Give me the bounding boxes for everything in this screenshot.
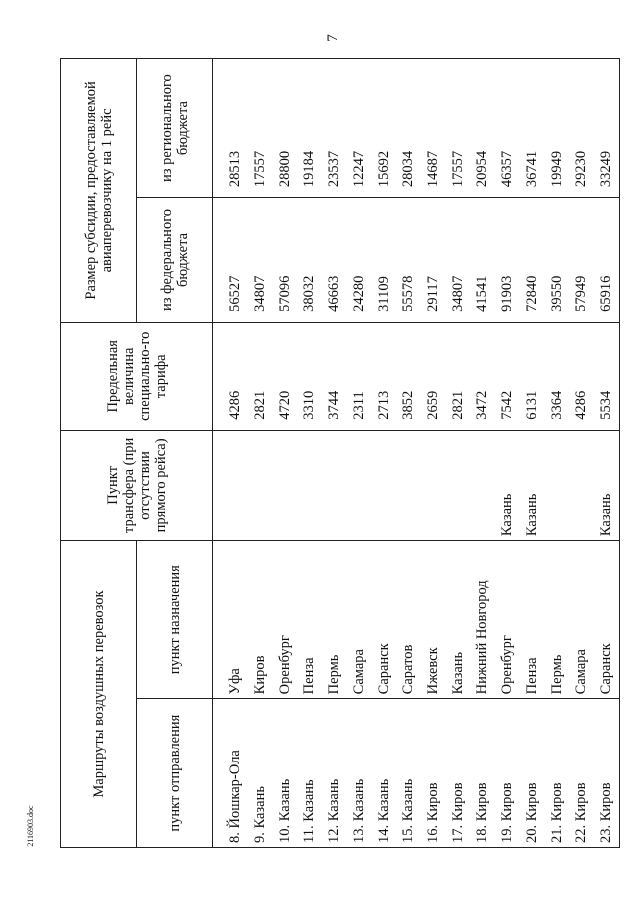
table-row: [421, 59, 446, 848]
cell-federal: 56527: [213, 198, 249, 323]
cell-departure: 13. Казань: [347, 699, 372, 848]
cell-regional: 33249: [594, 59, 619, 198]
table-row: [495, 59, 520, 848]
cell-regional: 28034: [396, 59, 421, 198]
cell-tariff: 4286: [569, 322, 594, 430]
cell-federal: 65916: [594, 198, 619, 323]
cell-federal: 46663: [322, 198, 347, 323]
header-transfer: Пункт трансфера (при отсутствии прямого рейса): [61, 430, 213, 540]
cell-federal: 24280: [347, 198, 372, 323]
cell-destination: Пермь: [322, 541, 347, 699]
cell-departure: 9. Казань: [248, 699, 273, 848]
cell-transfer: Казань: [520, 430, 545, 540]
table-row: [372, 59, 397, 848]
routes-table-container: [60, 58, 620, 848]
header-federal: из федерального бюджета: [137, 198, 213, 323]
table-row: [569, 59, 594, 848]
cell-transfer: Казань: [594, 430, 619, 540]
cell-tariff: 3852: [396, 322, 421, 430]
cell-federal: 34807: [248, 198, 273, 323]
cell-regional: 29230: [569, 59, 594, 198]
cell-destination: Киров: [248, 541, 273, 699]
cell-regional: 28513: [213, 59, 249, 198]
cell-regional: 19184: [297, 59, 322, 198]
table-row: [248, 59, 273, 848]
cell-regional: 23537: [322, 59, 347, 198]
cell-federal: 31109: [372, 198, 397, 323]
page-number: 7: [325, 34, 341, 42]
cell-transfer: [569, 430, 594, 540]
cell-federal: 57949: [569, 198, 594, 323]
cell-destination: Пермь: [545, 541, 570, 699]
cell-federal: 39550: [545, 198, 570, 323]
header-departure: пункт отправления: [137, 699, 213, 848]
cell-departure: 18. Киров: [471, 699, 496, 848]
cell-transfer: [213, 430, 249, 540]
cell-tariff: 2821: [248, 322, 273, 430]
cell-regional: 20954: [471, 59, 496, 198]
cell-departure: 11. Казань: [297, 699, 322, 848]
cell-departure: 19. Киров: [495, 699, 520, 848]
cell-regional: 15692: [372, 59, 397, 198]
cell-regional: 46357: [495, 59, 520, 198]
cell-departure: 8. Йошкар-Ола: [213, 699, 249, 848]
cell-tariff: 2311: [347, 322, 372, 430]
table-row: [520, 59, 545, 848]
cell-federal: 34807: [446, 198, 471, 323]
cell-tariff: 6131: [520, 322, 545, 430]
cell-departure: 20. Киров: [520, 699, 545, 848]
cell-federal: 38032: [297, 198, 322, 323]
cell-tariff: 3310: [297, 322, 322, 430]
table-row: [396, 59, 421, 848]
cell-transfer: [273, 430, 298, 540]
cell-destination: Уфа: [213, 541, 249, 699]
cell-destination: Самара: [347, 541, 372, 699]
cell-transfer: [396, 430, 421, 540]
cell-tariff: 4286: [213, 322, 249, 430]
cell-destination: Саранск: [372, 541, 397, 699]
cell-federal: 41541: [471, 198, 496, 323]
cell-destination: Казань: [446, 541, 471, 699]
cell-departure: 15. Казань: [396, 699, 421, 848]
cell-tariff: 2659: [421, 322, 446, 430]
cell-tariff: 4720: [273, 322, 298, 430]
table-row: [213, 59, 249, 848]
cell-destination: Нижний Новгород: [471, 541, 496, 699]
footer-filename: 2116903.doc: [26, 805, 35, 847]
cell-destination: Пенза: [297, 541, 322, 699]
cell-federal: 57096: [273, 198, 298, 323]
cell-transfer: [248, 430, 273, 540]
table-row: [471, 59, 496, 848]
cell-federal: 29117: [421, 198, 446, 323]
cell-regional: 17557: [446, 59, 471, 198]
cell-transfer: [446, 430, 471, 540]
cell-destination: Самара: [569, 541, 594, 699]
table-row: [594, 59, 619, 848]
cell-departure: 17. Киров: [446, 699, 471, 848]
cell-destination: Саранск: [594, 541, 619, 699]
cell-transfer: [421, 430, 446, 540]
cell-transfer: [297, 430, 322, 540]
routes-table-body: [213, 59, 620, 848]
table-row: [273, 59, 298, 848]
cell-departure: 22. Киров: [569, 699, 594, 848]
header-routes: Маршруты воздушных перевозок: [61, 541, 137, 848]
header-subsidy: Размер субсидии, предоставляемой авиаперевозчику на 1 рейс: [61, 59, 137, 323]
routes-table: [60, 58, 620, 848]
cell-regional: 17557: [248, 59, 273, 198]
cell-tariff: 3744: [322, 322, 347, 430]
cell-destination: Оренбург: [273, 541, 298, 699]
cell-tariff: 3364: [545, 322, 570, 430]
cell-regional: 12247: [347, 59, 372, 198]
cell-tariff: 5534: [594, 322, 619, 430]
cell-transfer: [471, 430, 496, 540]
cell-federal: 72840: [520, 198, 545, 323]
cell-regional: 14687: [421, 59, 446, 198]
header-regional: из регионального бюджета: [137, 59, 213, 198]
cell-destination: Ижевск: [421, 541, 446, 699]
cell-tariff: 2821: [446, 322, 471, 430]
cell-transfer: [545, 430, 570, 540]
cell-tariff: 7542: [495, 322, 520, 430]
table-row: [322, 59, 347, 848]
cell-departure: 14. Казань: [372, 699, 397, 848]
cell-transfer: [372, 430, 397, 540]
cell-departure: 16. Киров: [421, 699, 446, 848]
table-row: [347, 59, 372, 848]
cell-regional: 28800: [273, 59, 298, 198]
header-destination: пункт назначения: [137, 541, 213, 699]
table-row: [545, 59, 570, 848]
cell-regional: 19949: [545, 59, 570, 198]
cell-destination: Саратов: [396, 541, 421, 699]
cell-transfer: [347, 430, 372, 540]
cell-federal: 55578: [396, 198, 421, 323]
cell-destination: Пенза: [520, 541, 545, 699]
table-row: [446, 59, 471, 848]
table-row: [297, 59, 322, 848]
cell-federal: 91903: [495, 198, 520, 323]
cell-destination: Оренбург: [495, 541, 520, 699]
cell-departure: 21. Киров: [545, 699, 570, 848]
cell-transfer: [322, 430, 347, 540]
cell-transfer: Казань: [495, 430, 520, 540]
cell-tariff: 2713: [372, 322, 397, 430]
cell-tariff: 3472: [471, 322, 496, 430]
cell-departure: 23. Киров: [594, 699, 619, 848]
cell-regional: 36741: [520, 59, 545, 198]
cell-departure: 10. Казань: [273, 699, 298, 848]
header-tariff: Предельная величина специально-го тарифа: [61, 322, 213, 430]
cell-departure: 12. Казань: [322, 699, 347, 848]
